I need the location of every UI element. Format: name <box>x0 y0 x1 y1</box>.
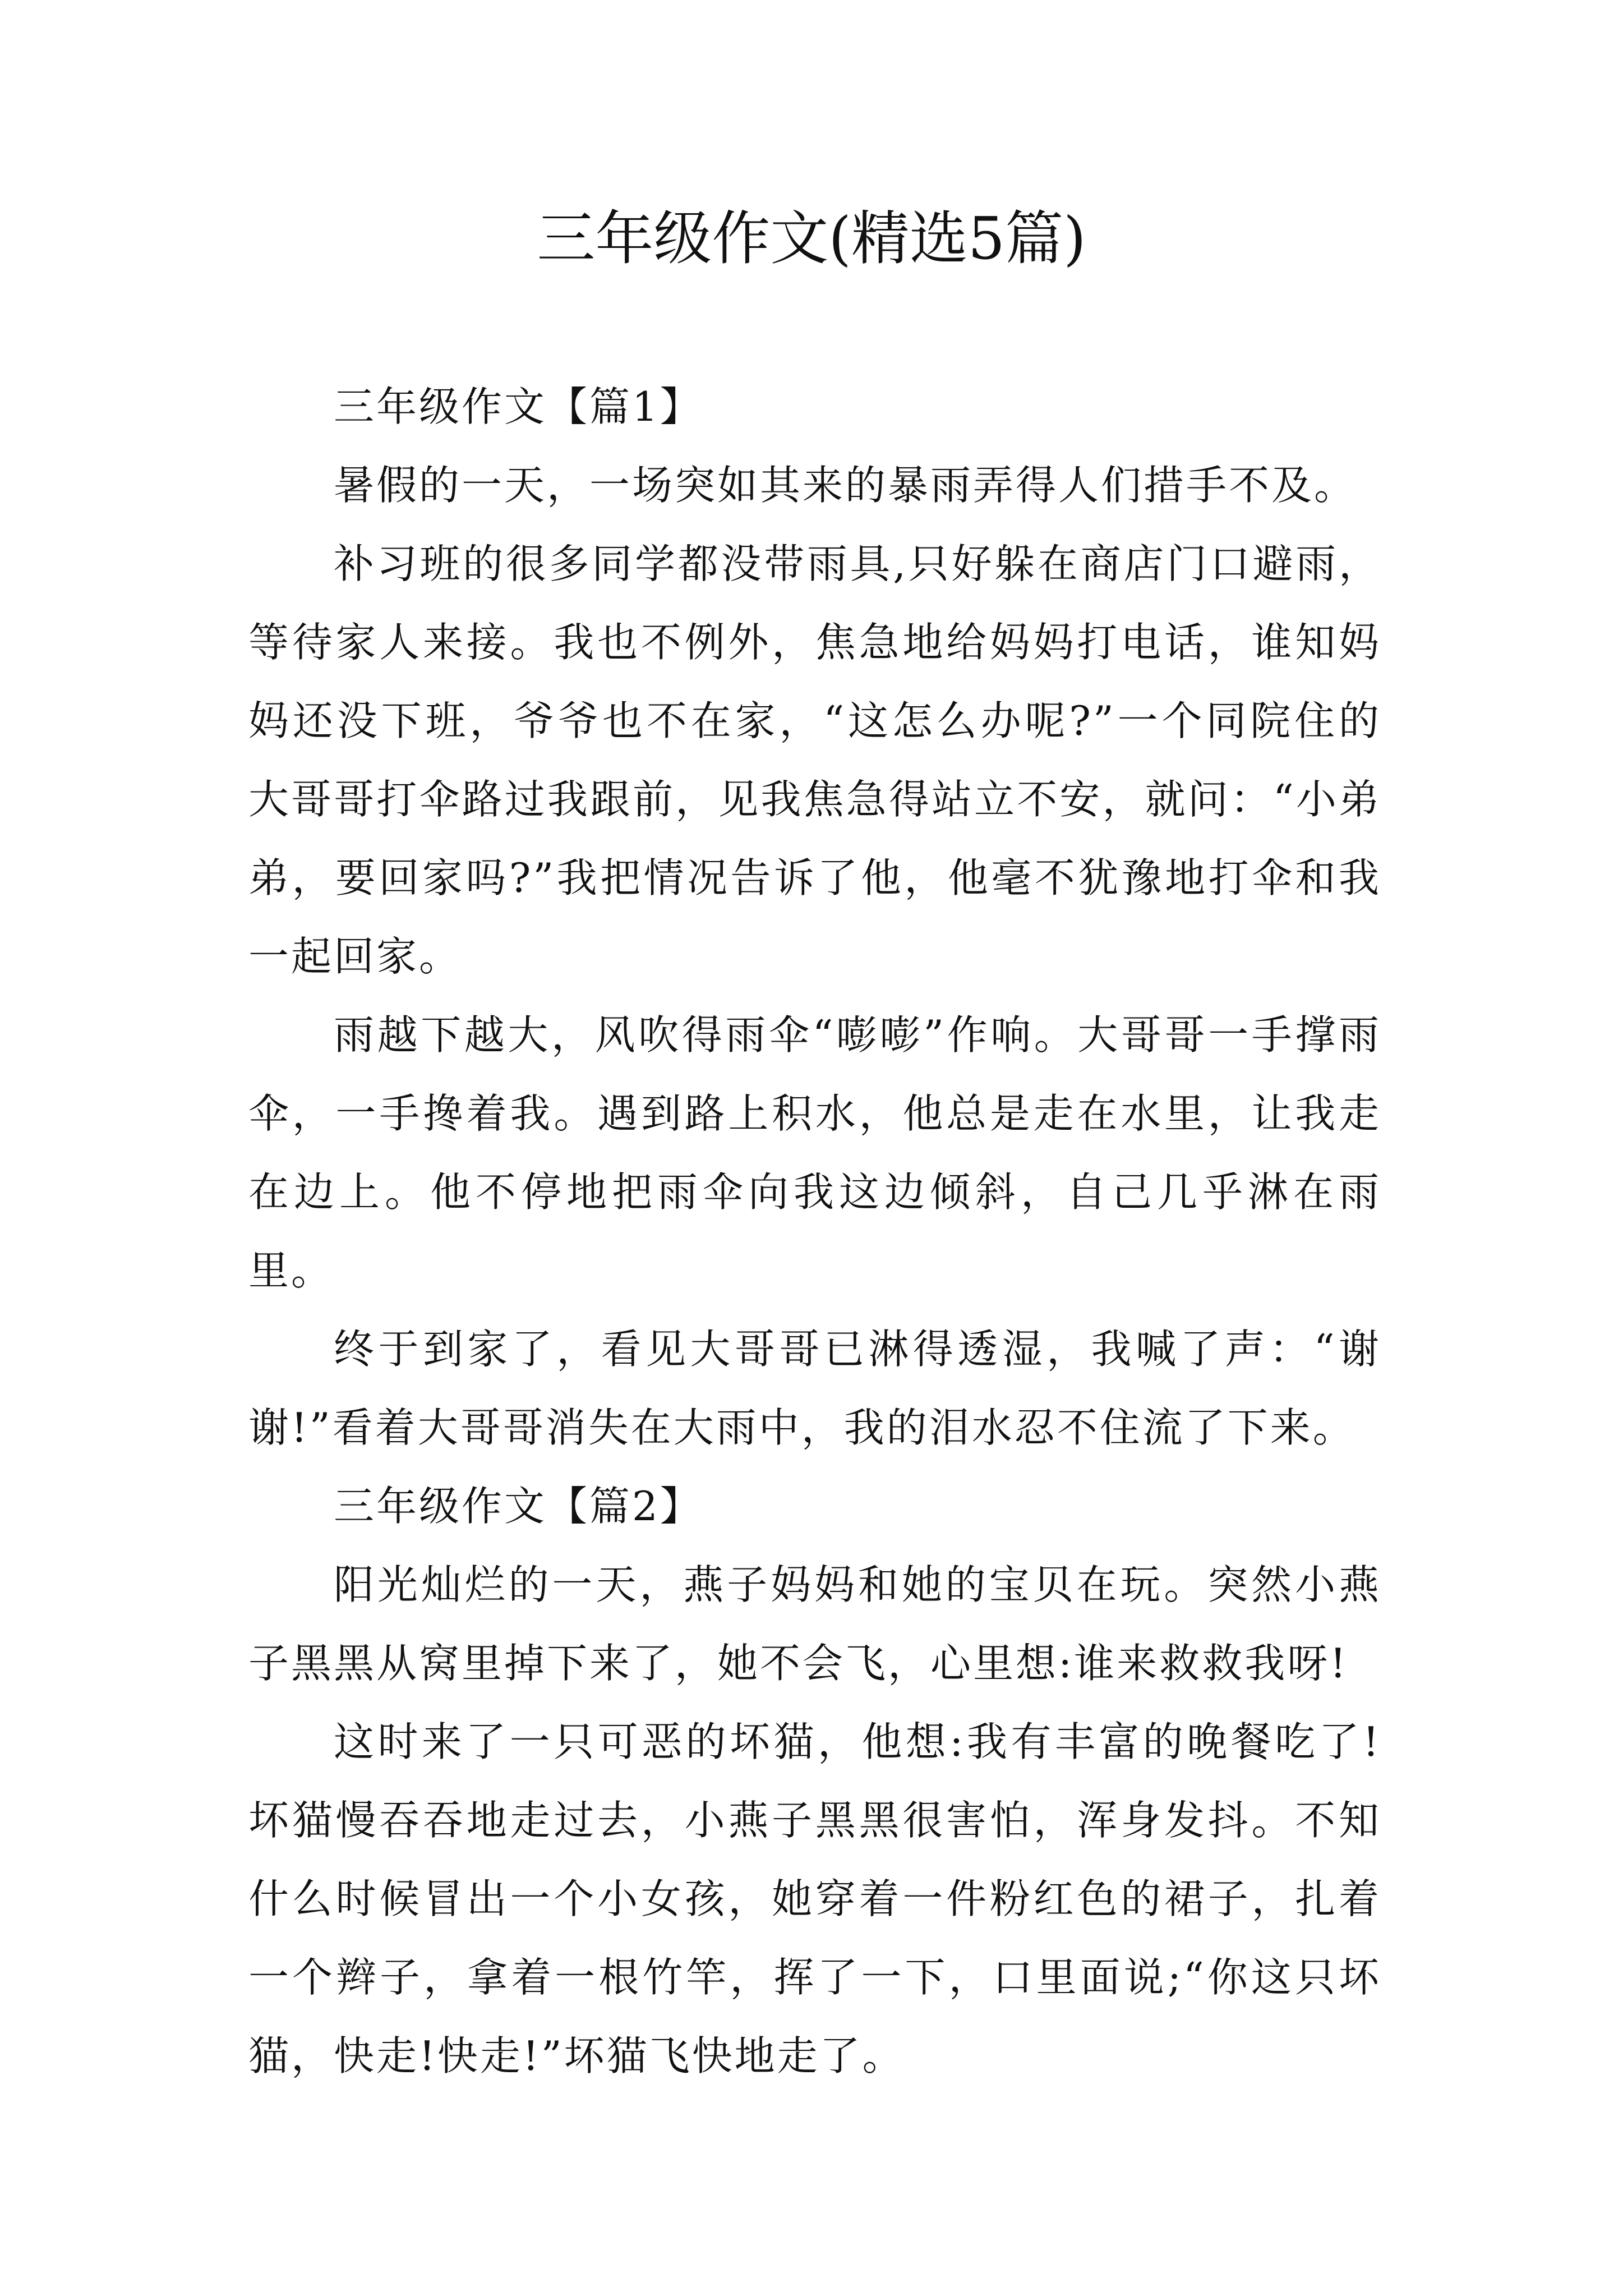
paragraph: 补习班的很多同学都没带雨具,只好躲在商店门口避雨，等待家人来接。我也不例外，焦急地给妈妈打电话，谁知妈妈还没下班，爷爷也不在家，“这怎么办呢?”一个同院住的大哥哥打伞路过我跟前，见我焦急得站立不安，就问：“小弟弟，要回家吗?”我把情况告诉了他，他毫不犹豫地打伞和我一起回家。 <box>248 540 1381 980</box>
document-body <box>248 367 1381 2095</box>
paragraph: 暑假的一天，一场突如其来的暴雨弄得人们措手不及。 <box>334 462 1357 509</box>
paragraph: 阳光灿烂的一天，燕子妈妈和她的宝贝在玩。突然小燕子黑黑从窝里掉下来了，她不会飞，心里想:谁来救救我呀! <box>248 1561 1381 1687</box>
paragraph: 这时来了一只可恶的坏猫，他想:我有丰富的晚餐吃了!坏猫慢吞吞地走过去，小燕子黑黑很害怕，浑身发抖。不知什么时候冒出一个小女孩，她穿着一件粉红色的裙子，扎着一个辫子，拿着一根竹竿，挥了一下，口里面说;“你这只坏猫，快走!快走!”坏猫飞快地走了。 <box>248 1718 1381 2079</box>
paragraph: 终于到家了，看见大哥哥已淋得透湿，我喊了声：“谢谢!”看着大哥哥消失在大雨中，我的泪水忍不住流了下来。 <box>248 1326 1381 1451</box>
paragraph: 雨越下越大，风吹得雨伞“嘭嘭”作响。大哥哥一手撑雨伞，一手搀着我。遇到路上积水，他总是走在水里，让我走在边上。他不停地把雨伞向我这边倾斜，自己几乎淋在雨里。 <box>248 1011 1381 1294</box>
section-heading: 三年级作文【篇2】 <box>334 1483 703 1530</box>
section-heading: 三年级作文【篇1】 <box>334 383 703 430</box>
document-title: 三年级作文(精选5篇) <box>537 204 1086 273</box>
